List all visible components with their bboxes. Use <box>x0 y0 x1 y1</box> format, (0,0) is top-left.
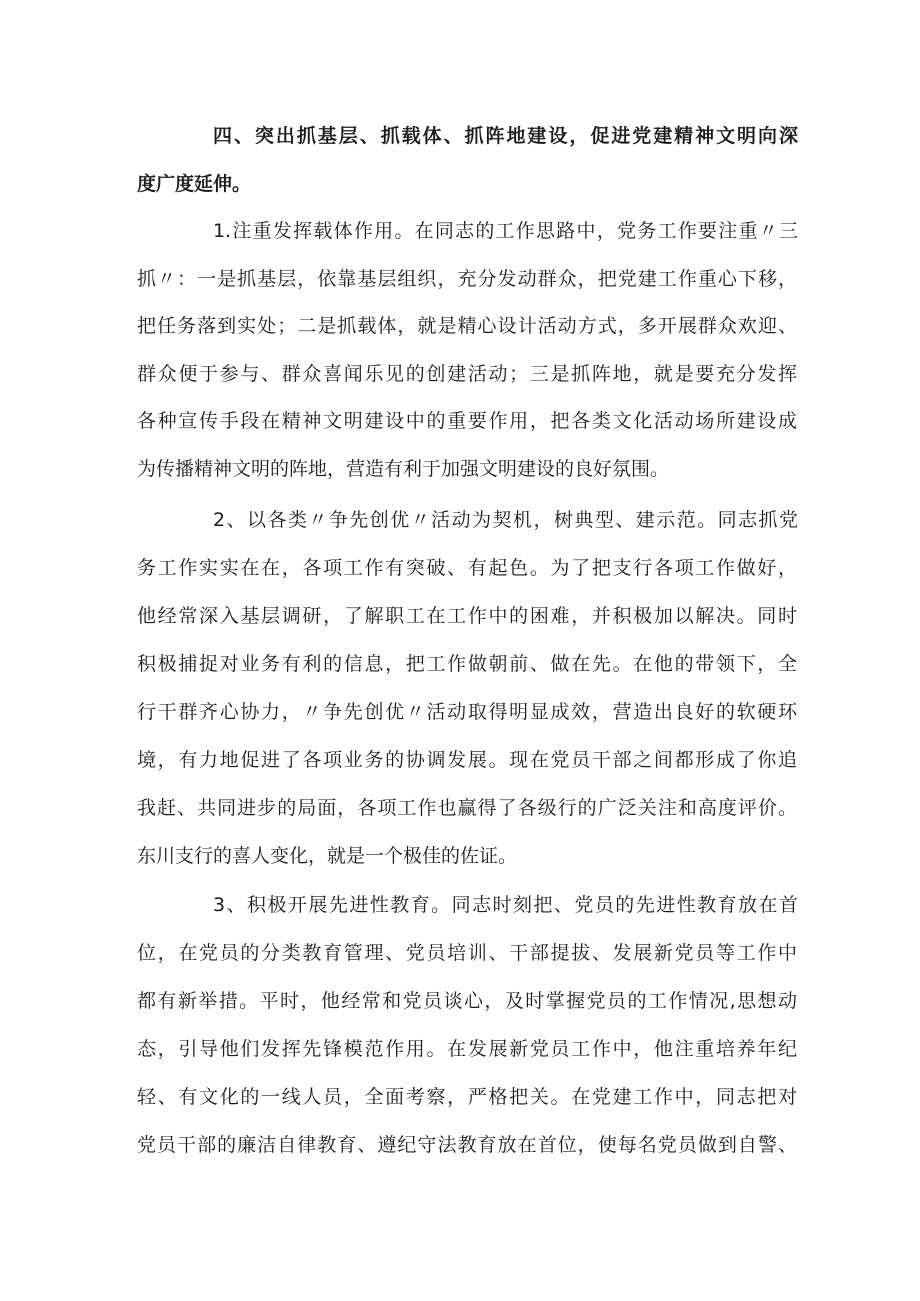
section-heading-line-2: 度广度延伸。 <box>137 173 252 195</box>
paragraph-3-line: 态，引导他们发挥先锋模范作用。在发展新党员工作中，他注重培养年纪 <box>137 1038 797 1060</box>
paragraph-3-line: 轻、有文化的一线人员，全面考察，严格把关。在党建工作中，同志把对 <box>137 1086 797 1108</box>
paragraph-1-line: 把任务落到实处；二是抓载体，就是精心设计活动方式，多开展群众欢迎、 <box>137 315 797 337</box>
section-heading-line-1: 四、突出抓基层、抓载体、抓阵地建设，促进党建精神文明向深 <box>213 125 798 147</box>
paragraph-1-line: 抓〃：一是抓基层，依靠基层组织，充分发动群众，把党建工作重心下移， <box>137 268 797 290</box>
paragraph-2-line: 积极捕捉对业务有利的信息，把工作做朝前、做在先。在他的带领下，全 <box>137 653 797 675</box>
paragraph-1-line: 群众便于参与、群众喜闻乐见的创建活动；三是抓阵地，就是要充分发挥 <box>137 363 797 385</box>
paragraph-2-line: 2、以各类〃争先创优〃活动为契机，树典型、建示范。同志抓党 <box>213 509 798 531</box>
paragraph-3-line: 党员干部的廉洁自律教育、遵纪守法教育放在首位，使每名党员做到自警、 <box>137 1134 797 1156</box>
paragraph-2-line: 行干群齐心协力，〃争先创优〃活动取得明显成效，营造出良好的软硬环 <box>137 701 797 723</box>
paragraph-2-line: 我赶、共同进步的局面，各项工作也赢得了各级行的广泛关注和高度评价。 <box>137 797 797 819</box>
paragraph-2-line: 他经常深入基层调研，了解职工在工作中的困难，并积极加以解决。同时 <box>137 605 797 627</box>
paragraph-2-line: 务工作实实在在，各项工作有突破、有起色。为了把支行各项工作做好， <box>137 557 797 579</box>
paragraph-3-line: 都有新举措。平时，他经常和党员谈心，及时掌握党员的工作情况,思想动 <box>137 990 797 1012</box>
paragraph-3-line: 位，在党员的分类教育管理、党员培训、干部提拔、发展新党员等工作中 <box>137 942 797 964</box>
paragraph-3-line: 3、积极开展先进性教育。同志时刻把、党员的先进性教育放在首 <box>213 894 798 916</box>
paragraph-1-line: 为传播精神文明的阵地，营造有利于加强文明建设的良好氛围。 <box>137 458 670 480</box>
paragraph-1-line: 各种宣传手段在精神文明建设中的重要作用，把各类文化活动场所建设成 <box>137 410 797 432</box>
paragraph-2-line: 境，有力地促进了各项业务的协调发展。现在党员干部之间都形成了你追 <box>137 749 797 771</box>
paragraph-2-line: 东川支行的喜人变化，就是一个极佳的佐证。 <box>137 845 518 867</box>
paragraph-1-line: 1.注重发挥载体作用。在同志的工作思路中，党务工作要注重〃三 <box>213 220 798 242</box>
